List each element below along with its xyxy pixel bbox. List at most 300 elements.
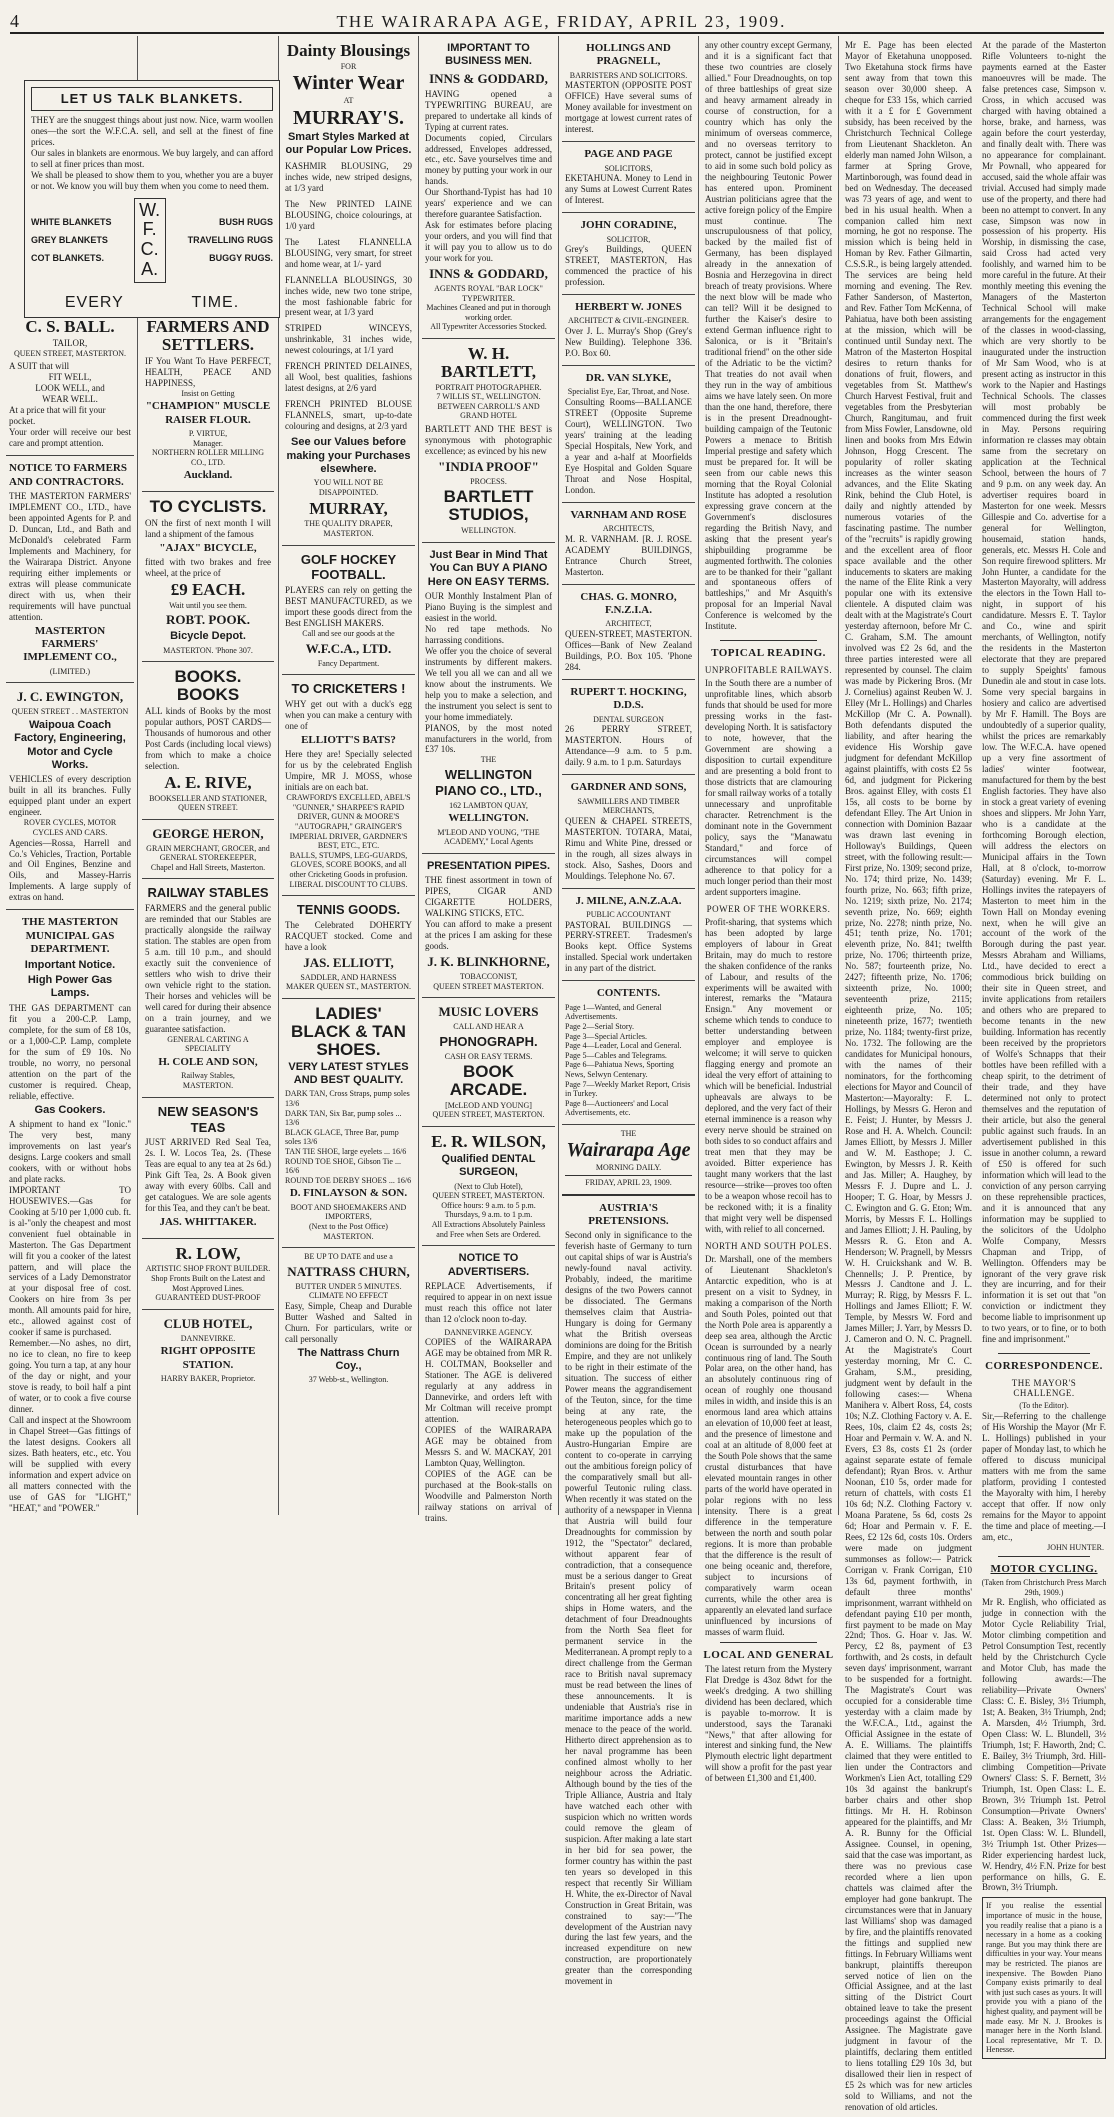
column-5 xyxy=(562,36,695,1987)
ewington-street: QUEEN STREET . . MASTERTON xyxy=(11,707,129,717)
inns-agents: AGENTS ROYAL "BAR LOCK" TYPEWRITER. xyxy=(434,284,543,303)
books-heading: BOOKS. BOOKS xyxy=(174,667,242,705)
piano-address: 162 LAMBTON QUAY, xyxy=(449,800,528,810)
bartlett-address: 7 WILLIS ST., WELLINGTON. xyxy=(436,392,541,402)
pipes-ad xyxy=(422,854,555,998)
contents-item: Page 4—Leader, Local and General. xyxy=(565,1041,682,1051)
shoe-item: ROUND TOE SHOE, Gibson Tie ... 16/6 xyxy=(285,1156,401,1176)
card-trade: ARCHITECT & CIVIL-ENGINEER. xyxy=(568,316,689,326)
gas-call: Call and inspect at the Showroom in Chapel Street—Gas fittings of the latest designs. Cookers all sizes. Bath heaters, etc., etc. You will be supplied with every information and expert advice on all matters connected with the use of GAS for "LIGHT," "HEAT," and "POWER." xyxy=(9,1415,131,1513)
motor-heading: MOTOR CYCLING. xyxy=(990,1563,1098,1576)
business-text: HAVING opened a TYPEWRITING BUREAU, are prepared to undertake all kinds of Typing at current rates. xyxy=(425,88,552,132)
settlers-city: Auckland. xyxy=(183,469,233,482)
bartlett-proof: "INDIA PROOF" xyxy=(438,458,539,474)
professional-card xyxy=(562,295,695,366)
card-text: MASTERTON (OPPOSITE POST OFFICE) Have several sums of Money available for investment on mortgage at lowest current rates of interest. xyxy=(565,80,692,135)
shoe-item: TAN TIE SHOE, large eyelets ... 16/6 xyxy=(285,1146,407,1156)
stables-heading: RAILWAY STABLES xyxy=(147,885,269,901)
card-name: GARDNER AND SONS, xyxy=(570,781,687,794)
farmers-company: MASTERTON FARMERS' IMPLEMENT CO., xyxy=(23,624,117,664)
cyclists-model: "AJAX" BICYCLE, xyxy=(159,541,257,554)
dannevirke-heading: DANNEVIRKE AGENCY. xyxy=(444,1327,533,1337)
business-text-2: Documents copied, Circulars addressed, Envelopes addressed, etc., etc. Save yourselves time and money by putting your work in our hands. xyxy=(425,132,552,187)
blankets-ad xyxy=(24,80,280,318)
dainty-sub: Smart Styles Marked at our Popular Low Prices. xyxy=(285,131,412,157)
cricketers-balls: BALLS, STUMPS, LEG-GUARDS, GLOVES, SCORE BOOKS, and all other Cricketing Goods in profusion. xyxy=(289,850,408,880)
card-text: EKETAHUNA. Money to Lend in any Sums at Lowest Current Rates of Interest. xyxy=(565,173,692,206)
blinkhorne-place: QUEEN STREET MASTERTON. xyxy=(433,981,544,991)
card-name: RUPERT T. HOCKING, D.D.S. xyxy=(570,685,687,712)
cricketers-text: WHY get out with a duck's egg when you can make a century with one of xyxy=(285,699,412,732)
tennis-ad xyxy=(282,896,415,999)
murray-trade: THE QUALITY DRAPER, xyxy=(304,519,393,529)
motor-source: (Taken from Christchurch Press March 29th, 1909.) xyxy=(981,1578,1107,1597)
contents-item: Page 6—Pahiatua News, Sporting News, Selwyn Centenary. xyxy=(565,1060,674,1079)
professional-card xyxy=(562,680,695,775)
column-rule xyxy=(698,36,699,1515)
professional-card xyxy=(562,366,695,503)
blinkhorne-name: J. K. BLINKHORNE, xyxy=(427,954,550,970)
shoe-item: DARK TAN, Cross Straps, pump soles 13/6 xyxy=(285,1089,410,1108)
wfca-name: W.F.C.A., LTD. xyxy=(305,640,392,656)
shoe-item: BLACK GLACE, Three Bar, pump soles 13/6 xyxy=(285,1127,399,1147)
elliott-name: JAS. ELLIOTT, xyxy=(303,954,394,970)
tennis-text: The Celebrated DOHERTY RACQUET stocked. Come and have a look xyxy=(285,920,412,953)
gas-remember: Remember.—No ashes, no dirt, no ice to clean, no fire to keep going. You turn a tap, at any hour of the day or night, and your stove is ready, to boil half a pint of water, or to cook a five course dinner. xyxy=(9,1338,131,1415)
dainty-heading: Dainty Blousings xyxy=(286,41,411,60)
gas-sub: High Power Gas Lamps. xyxy=(27,973,113,1000)
professional-card xyxy=(562,585,695,680)
cyclists-price: £9 EACH. xyxy=(170,579,246,599)
wilson-hours: Office hours: 9 a.m. to 5 p.m. Thursdays, 9 a.m. to 1 p.m. xyxy=(441,1200,536,1220)
golf-heading: GOLF HOCKEY FOOTBALL. xyxy=(300,551,397,583)
local-text: The latest return from the Mystery Flat Dredge is 43oz 8dwt for the week's dredging. A two shilling dividend has been declared, which is payable to-morrow. It is understood, says the Taranaki "News," that after allowing for interest and sinking fund, the New Plymouth electric light department will show a profit for the past year of between £1,300 and £1,400. xyxy=(705,1663,832,1784)
bartlett-studios: BARTLETT STUDIOS, xyxy=(443,487,534,525)
bartlett-city: WELLINGTON. xyxy=(461,526,516,536)
advertisers-heading: NOTICE TO ADVERTISERS. xyxy=(447,1252,530,1278)
topical-heading: TOPICAL READING. xyxy=(711,647,826,660)
pook-phone: MASTERTON. 'Phone 307. xyxy=(163,645,253,655)
blousing-item: FRENCH PRINTED BLOUSE FLANNELS, smart, up-to-date colouring and designs, at 2/3 yard xyxy=(285,399,412,432)
leader-text: Second only in significance to the feverish haste of Germany to turn out capital ships of war is Austria's newly-found naval activity. Probably, indeed, the maritime designs of the two Powers cannot be dissociated. The Germans themselves claim that Austria-Hungary is doing for Germany what the British overseas dominions are doing for the British Empire, and they are not unlikely to be right in their estimate of the situation. The success of either Power means the aggrandisement of the Teuton, since, for the time being at any rate, the heterogeneous peoples which go to make up the population of the Austro-Hungarian Empire are content to co-operate in carrying out the ambitious foreign policy of the comparatively small but all-powerful Teutonic ruling class. When recently it was stated on the authority of a newspaper in Vienna that Austria will build four Dreadnoughts for commission by 1912, the "Spectator" declared, without apparent fear of contradiction, that a consequence must be a serious danger to Great Britain's present policy of concentrating all her great fighting ships in Home waters, and the detachment of four Dreadnoughts from the North Sea fleet for permanent service in the Mediterranean. A prompt reply to a direct challenge from the German race to British naval supremacy must be read between the lines of these announcements. It is undeniable that Austria's rise in maritime importance adds a new menace to the peace of the world. Hitherto direct apprehension as to her naval programme has been confined almost wholly to her neighbour across the Adriatic. Although bound by the ties of the Triple Alliance, Austria and Italy have watched each other with suspicion which no written words could remove the gleam of suspicion. After making a late start in her bid for sea power, the former country has within the past ten years so developed in this respect that recently Sir William H. White, the ex-Director of Naval Construction in Great Britain, was constrained to say:—"The development of the Austrian navy during the last few years, and the increased expenditure on new construction, are proportionately greater than the corresponding movement in xyxy=(565,1230,692,1987)
blousing-item: The New PRINTED LAINE BLOUSING, choice colourings, at 1/0 yard xyxy=(285,198,412,231)
arcade-place: QUEEN STREET, MASTERTON. xyxy=(432,1110,545,1120)
card-name: PAGE AND PAGE xyxy=(584,148,673,161)
settlers-sig: P. VIRTUE, xyxy=(188,429,228,438)
cole-name: H. COLE AND SON, xyxy=(158,1056,258,1069)
blankets-footer-every: EVERY xyxy=(64,293,124,311)
column-2 xyxy=(142,312,274,1517)
piano-company: WELLINGTON PIANO CO., LTD., xyxy=(435,767,542,798)
card-trade: BARRISTERS AND SOLICITORS. xyxy=(569,70,688,80)
golf-call: Call and see our goods at the xyxy=(302,629,395,639)
bartlett-between: BETWEEN CARROLL'S AND GRAND HOTEL xyxy=(437,401,540,421)
inns-name: INNS & GODDARD, xyxy=(429,70,548,86)
piano-city: WELLINGTON. xyxy=(448,812,529,825)
ewington-rover: ROVER CYCLES, MOTOR CYCLES AND CARS. xyxy=(23,818,117,837)
correspondence-to: (To the Editor). xyxy=(1019,1401,1069,1411)
ewington-name: J. C. EWINGTON, xyxy=(16,689,124,705)
bartlett-name: W. H. BARTLETT, xyxy=(441,344,536,381)
heron-ad xyxy=(142,820,274,880)
paper-nameplate xyxy=(562,1125,695,1196)
column-8 xyxy=(980,36,1108,2055)
heron-name: GEORGE HERON, xyxy=(152,825,264,841)
local-heading: LOCAL AND GENERAL xyxy=(703,1648,834,1661)
heron-place: Chapel and Hall Streets, Masterton. xyxy=(150,862,266,872)
card-trade: DENTAL SURGEON xyxy=(593,714,664,724)
contents-box xyxy=(562,981,695,1125)
column-rule xyxy=(558,36,559,1515)
nameplate-date: FRIDAY, APRIL 23, 1909. xyxy=(565,1175,692,1188)
shoes-sub: VERY LATEST STYLES AND BEST QUALITY. xyxy=(288,1060,409,1086)
piano-agents: M'LEOD AND YOUNG, "THE ACADEMY," Local Agents xyxy=(437,827,540,847)
bartlett-ad xyxy=(422,339,555,543)
music-heading: MUSIC LOVERS xyxy=(438,1004,539,1020)
rug-item: BUSH RUGS xyxy=(218,217,273,228)
ball-line: Your order will receive our best care and prompt attention. xyxy=(9,427,131,449)
club-text: RIGHT OPPOSITE STATION. xyxy=(160,1345,256,1371)
dainty-blousings-ad xyxy=(282,36,415,546)
club-name: CLUB HOTEL, xyxy=(163,1315,253,1331)
murray-name: MURRAY, xyxy=(309,498,388,518)
pipes-heading: PRESENTATION PIPES. xyxy=(426,859,551,872)
business-text-5: Machines Cleaned and put in thorough working order. xyxy=(426,303,551,322)
copies-text-2: COPIES of the AGE can be purchased at the Book-stalls on Woodville and Palmerston North railway stations on arrival of trains. xyxy=(425,1469,552,1523)
blousing-item: KASHMIR BLOUSING, 29 inches wide, new striped designs, at 1/3 yard xyxy=(285,160,412,193)
nameplate-the: THE xyxy=(620,1128,637,1138)
wilson-trade: Qualified DENTAL SURGEON, xyxy=(441,1152,536,1179)
pipes-text: THE finest assortment in town of PIPES, CIGAR AND CIGARETTE HOLDERS, WALKING STICKS, ETC. xyxy=(425,875,552,919)
card-trade: Specialist Eye, Ear, Throat, and Nose. xyxy=(567,387,690,397)
settlers-heading: FARMERS AND SETTLERS. xyxy=(146,317,270,354)
piano-text: OUR Monthly Instalment Plan of Piano Buying is the simplest and easiest in the world. xyxy=(425,590,552,623)
low-text: Shop Fronts Built on the Latest and Most Approved Lines. xyxy=(151,1273,265,1293)
ball-line: FIT WELL, xyxy=(48,372,92,383)
professional-card xyxy=(562,213,695,295)
professional-card xyxy=(562,775,695,888)
shoes-heading: LADIES' BLACK & TAN SHOES. xyxy=(291,1004,406,1059)
books-ad xyxy=(142,662,274,820)
teas-heading: NEW SEASON'S TEAS xyxy=(157,1103,259,1135)
blankets-heading: LET US TALK BLANKETS. xyxy=(31,87,273,111)
rive-name: A. E. RIVE, xyxy=(164,772,252,792)
blankets-footer-time: TIME. xyxy=(191,293,240,311)
contents-heading: CONTENTS. xyxy=(596,987,661,1000)
business-text-6: All Typewriter Accessories Stocked. xyxy=(430,322,547,332)
pook-depot: Bicycle Depot. xyxy=(170,630,246,643)
card-text: PASTORAL BUILDINGS — PERRY-STREET. Tradesmen's Books kept. Office Systems installed. Special work undertaken in any part of the district. xyxy=(565,919,692,974)
shoes-ad xyxy=(282,999,415,1248)
gas-cookers-heading: Gas Cookers. xyxy=(34,1103,106,1116)
business-text-3: Our Shorthand-Typist has had 10 years' experience and we can therefore guarantee Satisfaction. xyxy=(425,187,552,220)
rug-item: TRAVELLING RUGS xyxy=(187,235,273,246)
local-general-text: Mr E. Page has been elected Mayor of Eketahuna unopposed. Two Eketahuna stock firms have sent away from that town this season over 30,000 sheep. A cheque for £33 15s, which carried with it a £ for £ Government subsidy, has been received by the Christchurch Technical College from Lieutenant Shackleton. An elderly man named John Wilson, a farmer at Spring Grove, Martinborough, was found dead in bed on Wednesday. The deceased was 73 years of age, and went to bed in his usual health. When a companion called him next morning, he got no response. The mission which is being held in Homan by Rev. Father Gilmartin, C.S.S.R., is being largely attended. The services are being held morning and evening. The Rev. Father Sanderson, of Masterton, and Rev. Father Tom McKenna, of Pahiatua, have both been assisting at the mission, which will be continued until Sunday next. The Matron of the Masterton Hospital desires to return thanks for donations of fruit, flowers, and vegetables from St. Matthew's Church Harvest Festival, fruit and vegetables from the Presbyterian Church, Rangitumau, and fruit from Miss Fowler, Lansdowne, old linen and books from Mrs Edwin Johnson, Hogg Crescent. The popularity of roller skating increases as the winter season advances, and the Elite Skating Rink, behind the Club Hotel, is daily and nightly attended by numerous votaries of the fascinating pastime. The number of the "recruits" is rapidly growing and the excellent area of floor space available and the other inducements to skaters are making the name of the Elite Rink a very popular one with its extensive clientele. A disputed claim was dealt with at the Magistrate's Court yesterday afternoon, before Mr C. C. Graham, S.M. The amount involved was £2 2s 6d, and the three parties interested were all represented by counsel. The claim was made by Pickering Bros. (Mr J. Cornelius) against Reuben W. J. Elley (Mr L. Hollings) and Charles McKillop (Mr C. A. Pownall). Both defendants disputed the liability, and after hearing the evidence His Worship gave judgment for defendant McKillop against plaintiffs, with costs £2 5s 6d, and judgment for Pickering Bros. against Elley, with costs £1 15s, all costs to be borne by defendant Elley. The Art Union in connection with Dominion Bazaar was drawn last evening in Holloway's Buildings, Queen street, with the following result:—First prize, No. 1309; second prize, No. 174; third prize, No. 1439; fourth prize, No. 663; fifth prize, No. 1219; sixth prize, No. 2174; seventh prize, No. 669; eighth prize, No. 2278; ninth prize, No. 451; tenth prize, No. 1701; eleventh prize, No. 841; twelfth prize, No. 1706; thirteenth prize, No. 587; fourteenth prize, No. 2427; fifteenth prize, No. 1706; sixteenth prize, No. 1000; seventeenth prize, 2115; eighteenth prize, No. 105; nineteenth prize, 1677; twentieth prize, No. 1184; twenty-first prize, No. 1732. The following are the candidates for Municipal honours, with the names of their nominators, for the forthcoming elections for Mayor and Council of Masterton:—Mayoralty: F. L. Hollings, by Messrs G. Heron and E. Feist; J. Hunter, by Messrs J. Rose and H. A. Whelch. Council: James Elliott, by Messrs J. Miller and W. M. Easthope; J. C. Ewington, by Messrs J. R. Keith and Jas. Miller; A. Haughey, by Messrs F. J. Dupre and L. J. Hooper; T. G. Hoar, by Messrs J. C. Ewington and G. G. Eton; Wm. Morris, by Messrs F. L. Hollings and James Elliott; J. H. Pauling, by Messrs R. G. Eton and A. Henderson; W. Pragnell, by Messrs W. H. Cruickshank and W. B. Chennells; J. P. Prentice, by Messrs J. Candtone and J. L. Murray; R. Rigg, by Messrs F. L. Hollings and James Elliott; F. W. Temple, by Messrs W. Ford and James Miller; J. Yarr, by Messrs D. J. Cameron and O. N. C. Pragnell. At the Magistrate's Court yesterday morning, Mr C. C. Graham, S.M., presiding, judgment went by default in the following cases:— Whena Manihera v. Albert Ross, £4, costs 10s; N.Z. Clothing Factory v. A. E. Rees, 10s, claim £2 4s, costs 2s; Hoar and Permain v. W. A. and N. Evers, £3 8s, costs £1 2s (order against separate estate of female defendant); Ryan Bros. v. Arthur Noonan, £10 5s, order made for return of chattels, with costs £1 10s 6d; N.Z. Clothing Factory v. Moana Paratene, 5s 6d, costs 2s 6d; Hoar and Permain v. F. E. Rees, £2 12s 6d, costs 10s. Orders were made on judgment summonses as follow:— Patrick Corrigan v. Frank Corrigan, £10 13s 6d, payment forthwith, in default three months' imprisonment, warrant withheld on defendant paying £10 per month, first payment to be made on May 22nd; Thos. G. Hoar v. Jas. W. Percy, £2 8s, payment of £3 forthwith, and 2s costs, in default seven days' imprisonment, warrant to be suspended for a fortnight. The Magistrate's Court was occupied for a considerable time yesterday with a claim made by the W.F.C.A., Ltd., against the Official Assignee in the estate of A. E. Williams. The plaintiffs claimed that they were entitled to lien under the Contractors and Workmen's Lien Act, totalling £29 10s 3d against the bankrupt's barber chairs and other shop fittings. Mr H. H. Robinson appeared for the plaintiffs, and Mr A. R. Bunny for the Official Assignee. Counsel, in opening, said that the case was important, as there was no previous case recorded where a lien upon chattels was claimed after the employer had gone bankrupt. The circumstances were that in January last Williams' shop was damaged by fire, and the plaintiffs renovated the fittings and supplied new fittings. In February Williams went bankrupt, plaintiffs thereupon served notice of lien on the Official Assignee, and at the last sitting of the District Court obtained leave to take the present proceedings against the Official Assignee. The Magistrate gave judgment in favour of the plaintiffs, declaring them entitled to liens totalling £29 10s 3d, but disallowed their lien in respect of £5 2s which was for new articles sold to Williams, and not the renovation of old articles. xyxy=(845,40,972,2113)
card-name: DR. VAN SLYKE, xyxy=(585,371,672,384)
advertisers-text: REPLACE Advertisements, if required to appear in on next issue must reach this office not later than 12 o'clock noon to-day. xyxy=(425,1281,552,1324)
card-trade: SAWMILLERS AND TIMBER MERCHANTS, xyxy=(577,796,680,816)
card-trade: ARCHITECTS, xyxy=(602,524,655,534)
ewington-agencies: Agencies—Rossa, Harrell and Co.'s Vehicles, Traction, Portable and Oil Engines, Benzine and Oils, and Massey-Harris Implements. A large supply of extras on hand. xyxy=(9,837,131,903)
bartlett-process: PROCESS. xyxy=(470,476,507,486)
bartlett-trade: PORTRAIT PHOTOGRAPHER. xyxy=(435,382,542,392)
correspondence-sig: JOHN HUNTER. xyxy=(1047,1542,1104,1552)
club-sig: HARRY BAKER, Proprietor. xyxy=(160,1374,256,1384)
column-1 xyxy=(6,312,134,1517)
ewington-tagline: Waipoua Coach Factory, Engineering, Motor and Cycle Works. xyxy=(14,718,126,772)
ball-line: A SUIT that will xyxy=(9,361,70,372)
card-name: JOHN CORADINE, xyxy=(580,219,677,232)
contents-item: Page 5—Cables and Telegrams. xyxy=(565,1050,667,1060)
finlayson-place: (Next to the Post Office) MASTERTON. xyxy=(309,1221,388,1241)
cricketers-heading: TO CRICKETERS ! xyxy=(291,681,406,697)
piano-text-3: We offer you the choice of several instruments by different makers. We tell you all we can and all we know about the instruments. We help you to make a selection, and the instrument you select is sent to your home immediately. xyxy=(425,645,552,722)
churn-ad xyxy=(282,1248,415,1391)
professional-card xyxy=(562,142,695,213)
farmers-settlers-ad xyxy=(142,312,274,492)
card-text: Consulting Rooms—BALLANCE STREET (Opposite Supreme Court), WELLINGTON. Two years' training at the leading Special Hospitals, New York, and a year and a-half at Moorfields Eye Hospital and Golden Square Throat and Nose Hospital, London. xyxy=(565,396,692,495)
ewington-ad xyxy=(6,683,134,910)
whittaker-name: JAS. WHITTAKER. xyxy=(159,1216,257,1229)
blousing-item: STRIPED WINCEYS, unshrinkable, 31 inches wide, newest colourings, at 1/1 yard xyxy=(285,323,412,356)
cricketers-text-2: Here they are! Specially selected for us by the celebrated English Umpire, MR J. MOSS, whose initials are on each bat. xyxy=(285,749,412,793)
topical-text: In the South there are a number of unprofitable lines, which absorb funds that should be used for more pressing works in the fast-developing North. It is satisfactory to note, however, that the Government are showing a disposition to curtail expenditure and are presenting a bold front to those districts that are clamouring for small railway works of a totally unnecessary and unprofitable character. Retrenchment is the dominant note in the Government policy, says the "Manawatu Standard," and force of circumstances will compel adherence to that policy for a much longer period than their most ardent supporters imagine. xyxy=(705,678,832,897)
blanket-item: GREY BLANKETS xyxy=(31,235,108,246)
stables-carting: GENERAL CARTING A SPECIALITY xyxy=(167,1034,249,1054)
churn-address: 37 Webb-st., Wellington. xyxy=(308,1375,389,1385)
piano-ad xyxy=(422,543,555,854)
music-product: PHONOGRAPH. xyxy=(439,1033,538,1049)
advertisers-notice xyxy=(422,1246,555,1530)
business-ad xyxy=(422,36,555,339)
cricketers-ad xyxy=(282,675,415,896)
arcade-sub: [McLEOD AND YOUNG] xyxy=(445,1100,532,1110)
business-heading: IMPORTANT TO BUSINESS MEN. xyxy=(445,42,532,68)
blanket-item: COT BLANKETS. xyxy=(31,253,104,264)
cricketers-product: ELLIOTT'S BATS? xyxy=(301,734,396,746)
correspondence-sub: THE MAYOR'S CHALLENGE. xyxy=(1011,1378,1077,1399)
ball-trade: TAILOR, xyxy=(52,337,88,348)
teas-text: JUST ARRIVED Red Seal Tea, 2s. I. W. Locos Tea, 2s. (These Teas are equal to any tea at 2s 6d.) Pink Gift Tea, 2s. A Book given away with every 60lbs. Call and get catalogues. We are sole agents for this Tea, and they can't be beat. xyxy=(145,1137,271,1214)
ball-line: At a price that will fit your pocket. xyxy=(9,405,106,427)
settlers-company: NORTHERN ROLLER MILLING CO., LTD. xyxy=(152,448,264,467)
piano-boxed-notice: If you realise the essential importance of music in the house, you readily realise that a piano is a necessary in a home as a cooking range. But you may think there are difficulties in your way. Your means may be restricted. The pianos are inexpensive. The Bowden Piano Company exists primarily to deal with just such cases as yours. It will provide you with a piano of the highest quality, and payment will be made easy. Mr N. J. Brookes is manager here in the North Island. Local representative, Mr T. D. Henesse. xyxy=(982,1897,1106,2059)
arcade-name: BOOK ARCADE. xyxy=(449,1062,528,1099)
blanket-item: WHITE BLANKETS xyxy=(31,217,112,228)
correspondence-heading: CORRESPONDENCE. xyxy=(985,1360,1103,1373)
rug-item: BUGGY RUGS. xyxy=(209,253,273,264)
pipes-text-2: You can afford to make a present at the prices I am asking for these goods. xyxy=(425,919,552,952)
correspondence-text: Sir,—Referring to the challenge of His Worship the Mayor (Mr F. L. Hollings) published in your paper of Monday last, to which he offered to discuss municipal matters with me from the same platform, providing I contested the Mayoralty with him, I hereby accept that offer. If now only remains for the Mayor to appoint the time and place of meeting.—I am, etc., xyxy=(982,1410,1106,1542)
elliott-trade: SADDLER, AND HARNESS MAKER QUEEN ST., MASTERTON. xyxy=(285,972,411,992)
farmers-notice-ad xyxy=(6,456,134,683)
cyclists-ad xyxy=(142,492,274,662)
blousing-item: The Latest FLANNELLA BLOUSING, very smart, for street and home wear, at 1/- yard xyxy=(285,236,412,269)
rive-trade: BOOKSELLER AND STATIONER, xyxy=(149,793,267,803)
card-text: Grey's Buildings, QUEEN STREET, MASTERTON, Has commenced the practice of his profession. xyxy=(565,244,692,288)
dainty-disappointed: YOU WILL NOT BE DISAPPOINTED. xyxy=(313,478,384,497)
column-7 xyxy=(842,36,975,2113)
wilson-next: (Next to Club Hotel), xyxy=(454,1181,523,1191)
teas-ad xyxy=(142,1098,274,1239)
blankets-intro: THEY are the snuggest things about just now. Nice, warm woollen ones—the sort the W.F.C.A. sell, and sell at the finest of fine prices. xyxy=(31,114,273,147)
contents-item: Page 8—Auctioneers' and Local Advertisements, etc. xyxy=(565,1098,669,1118)
topical-sub: UNPROFITABLE RAILWAYS. xyxy=(704,665,833,676)
cole-sub: Railway Stables, xyxy=(181,1071,235,1081)
column-6 xyxy=(702,36,835,1784)
music-cash: CASH OR EASY TERMS. xyxy=(444,1051,533,1061)
card-name: VARNHAM AND ROSE xyxy=(570,508,687,521)
column-rule xyxy=(838,36,839,1515)
contents-item: Page 7—Weekly Market Report, Crisis in Turkey. xyxy=(565,1079,691,1099)
masthead-title: THE WAIRARAPA AGE, FRIDAY, APRIL 23, 1909. xyxy=(336,12,787,31)
topical-text-2: Profit-sharing, that systems which has been adopted by large employers of labour in Great Britain, may do much to restore the shaken confidence of the ranks of Labour, and results of the experiments will be awaited with interest, remarks the "Mataura Ensign." Any movement or scheme which tends to conduce to better understanding between employer and employee is welcome; it will serve to quicken flagging energy and promote an ideal the very effort of attaining to which will be beneficial. Industrial upheavals are always to be deplored, and the very fact of their eternal imminence is a reason why every nerve should be strained on both sides to so conduct affairs and treat men that they may be avoided. Bitter experience has taught many workers that the last resource—strike—proves too often to be a weapon whose recoil has to be reckoned with; it is a finality that might very well be dispensed with, with relief to all concerned. xyxy=(705,916,832,1234)
leader-heading: AUSTRIA'S PRETENSIONS. xyxy=(588,1201,669,1228)
blankets-line-3: We shall be pleased to show them to you, whether you are a buyer or not. We know you will buy them when you come to need them. xyxy=(31,169,273,191)
piano-pianos: PIANOS, by the most noted manufacturers in the world, from £37 10s. xyxy=(425,722,552,755)
gas-cookers-text: A shipment to hand ex "Ionic." The very best, many improvements on last year's designs. Large cookers and small cookers, with or without hobs and plate racks. xyxy=(9,1118,131,1184)
churn-text-2: Easy, Simple, Cheap and Durable Butter Washed and Salted in Churn. For particulars, write or call personally xyxy=(285,1300,412,1344)
stables-text: FARMERS and the general public are reminded that our Stables are practically alongside the railway station. The stables are open from 5 a.m. till 10 p.m., and should exactly suit the convenience of settlers who wish to drive their own vehicle right to the station. Their horses and vehicles will be well cared for during their absence on a train journey, and we guarantee satisfaction. xyxy=(145,903,271,1034)
card-text: Over J. L. Murray's Shop (Grey's New Building). Telephone 336. P.O. Box 60. xyxy=(565,326,692,358)
dainty-at: AT xyxy=(343,96,354,106)
blinkhorne-trade: TOBACCONIST, xyxy=(459,972,518,981)
card-name: HOLLINGS AND PRAGNELL, xyxy=(586,42,671,68)
gas-text: THE GAS DEPARTMENT can fit you a 200-C.P. Lamp, complete, for the sum of £8 10s, or a 1,000-C.P. Lamp, complete for the sum of £9 10s. No trouble, no worry, no personal attention on the part of the customer is required. Cheap, reliable, effective. xyxy=(9,1002,131,1101)
blousing-item: FLANNELLA BLOUSINGS, 30 inches wide, new two tone stripe, the most fashionable fabric for present wear, at 1/3 yard xyxy=(285,274,412,318)
settlers-insist: Insist on Getting xyxy=(181,388,235,398)
local-general-text-2: At the parade of the Masterton Rifle Volunteers to-night the payments earned at the Easter manoeuvres will be made. The false pretences case, Simpson v. Cross, in which accused was charged with having obtained a horse, brake, and harness, was again before the court yesterday, and finally dealt with. There was no appearance for complainant. Mr Pownall, who appeared for accused, said the whole affair was trivial. Accused had simply made use of the property, and there had been no attempt to convert. In any case, Simpson was now in possession of his property. His Worship, in dismissing the case, said Cross had acted very foolishly, and warned him to be more careful in the future. At their monthly meeting this evening the Managers of the Masterton Technical School will make arrangements for the engagement of the classes in wood-classing, which are very shortly to be inaugurated under the instruction of Mr Sam Wood, who is at present acting as instructor in this work to the Napier and Hastings Technical Schools. The classes will most probably be commenced during the first week in May. Persons requiring information re classes may obtain same from the secretary on application at the Technical School, between the hours of 7 and 9 p.m. on any week day. An advertiser requires board in Masterton for one week. Messrs Gillespie and Co. advertise for a general for Wellington, housemaid, station hands, generals, etc. Messrs H. Cole and Son require firewood splitters. Mr John Hunter, a candidate for the Masterton Mayoralty, will address the electors in the Town Hall to-night, in support of his candidature. Messrs E. T. Taylor and Co., wine and spirit merchants, of Wellington, notify the residents in the Masterton electorate that they are prepared to supply Speights' famous Dunedin ale and stout in case lots. Some very special bargains in hosiery and calico are advertised by Mr F. Hamill. The Boys are undoubtedly of a superior quality, whilst the prices are remarkably low. The W.F.C.A. have opened up a very fine assortment of ladies' winter footwear, manufactured for them by the best English factories. They have also in stock a great variety of evening shoes and slippers. Mr John Yarr, who is a candidate at the forthcoming Borough election, will address the electors on Municipal affairs in the Town Hall, at 8 o'clock, to-morrow (Saturday) evening. Mr F. L. Hollings invites the ratepayers of Masterton to meet him in the Town Hall on Monday evening next, when he will give an account of the work of the Borough during the past year. Messrs Abraham and Williams, Ltd., have decided to erect a commodious brick building on their site in Queen street, and invite applications from retailers and others who are prepared to become tenants in the new building. Information has recently been received by the proprietors of Wolfe's Schnapps that their bottles have been refilled with a cheap spirit, to the detriment of their trade, and they have determined not only to protect themselves and the reputation of their article, but also the general public against such frauds. In an advertisement published in this issue in another column, a reward of £50 is offered for such information which will lead to the conviction of any person carrying on these reprehensible practices, and it is announced that any information may be supplied to the solicitors of the Udolpho Wolfe Company, Messrs Chapman and Tripp, of Wellington. Offenders may be ignorant of the very grave risk they are incurring, and for their information it is set out that "on conviction or indictment they become liable to imprisonment up to two years, or to fine, or to both fine and imprisonment." xyxy=(982,40,1106,1345)
motor-text: Mr R. English, who officiated as judge in connection with the Motor Cycle Reliability Trial, Motor climbing competition and Petrol Consumption Test, recently held by the Christchurch Cycle and Motor Club, has made the following awards:—The reliability—Private Owners' Class: C. E. Bisley, 3½ Triumph, 1st; A. Beaken, 3½ Triumph, 2nd; A. Marsden, 4½ Triumph, 3rd. Open Class: W. L. Blundell, 3½ Triumph, 1st; F. Haworth, 2nd; C. E. Bailey, 3½ Triumph, 3rd. Hill-climbing Competition—Private Owners' Class: S. F. Bernett, 3½ Triumph, 1st. Open Class: L. E. Brown, 3½ Triumph 1st. Petrol Consumption—Private Owners' Class: A. Beaken, 3½ Triumph, 1st. Open Class: W. L. Blundell, 3½ Triumph 1st. Other Prizes—Rider experiencing hardest luck, W. Hendry, 4½ F.N. Prize for best performance on hills, G. E. Brown, 3½ Triumph. xyxy=(982,1597,1106,1893)
column-4 xyxy=(422,36,555,1523)
professional-card xyxy=(562,36,695,142)
leader-continuation: any other country except Germany, and it is a significant fact that these two countries are closely allied." Four Dreadnoughts, on top of three battleships of great size and heavy armament already in course of construction, for a country which has only the minimum of overseas commerce, and no overseas territory to protect, cannot be justified except to aid in some such bold policy as the neighbouring Teutonic Power has entered upon. Prominent Austrian politicians agree that the active foreign policy of the Empire must continue. The unscrupulousness of that policy, backed by the mailed fist of Germany, has been displayed already in the annexation of Bosnia and Herzegovina in direct breach of treaty provisions. Where the next blow will be made who can tell? Will it be designed to further the Kaiser's desire to extend German influence right to Salonica, or is it "Britain's traditional friend" on the other side of the Adriatic to be the victim? That treaties do not avail when they run in the way of ambitious aims we have lately seen. On more than the one hand, therefore, there is in the present Dreadnought-building campaign of the Teutonic Powers a menace to British Imperial prestige and safety which must be prepared for. It will be seen from our cable news this morning that the Royal Colonial Institute has adopted a resolution expressing grave concern at the Government's disclosures regarding the British Navy, and asking that the present year's shipbuilding programme be augmented forthwith. The colonies are to be thanked for their "gallant and spontaneous offers of battleships," and Mr Asquith's proposal for an Imperial Naval Conference is welcomed by the Institute. xyxy=(705,40,832,632)
inns-name-2: INNS & GODDARD, xyxy=(429,266,548,282)
wilson-name: E. R. WILSON, xyxy=(431,1131,546,1151)
settlers-product: "CHAMPION" MUSCLE RAISER FLOUR. xyxy=(145,400,271,426)
wilson-text: All Extractions Absolutely Painless and Free when Sets are Ordered. xyxy=(431,1220,546,1239)
column-rule xyxy=(418,36,419,1515)
golf-text: PLAYERS can rely on getting the BEST MANUFACTURED, as we import these goods direct from the Best ENGLISH MAKERS. xyxy=(285,585,412,629)
card-text: M. R. VARNHAM. [R. J. ROSE. ACADEMY BUILDINGS, Entrance Church Street, Masterton. xyxy=(565,533,692,577)
low-trade: ARTISTIC SHOP FRONT BUILDER. xyxy=(145,1264,271,1274)
gas-notice: Important Notice. xyxy=(24,958,116,971)
bartlett-text: BARTLETT AND THE BEST is synonymous with photographic excellence; as evinced by his new xyxy=(425,424,552,456)
piano-heading: Just Bear in Mind That You Can BUY A PIANO Here ON EASY TERMS. xyxy=(427,548,550,588)
cyclists-text: ON the first of next month I will land a shipment of the famous xyxy=(145,517,271,539)
wilson-ad xyxy=(422,1127,555,1246)
books-text: ALL kinds of Books by the most popular authors, POST CARDS—Thousands of humorous and other Post Cards (including local views) from which to make a choice selection. xyxy=(145,705,271,771)
contents-item: Page 1—Wanted, and General Advertisements. xyxy=(565,1002,662,1022)
shoe-item: ROUND TOE DERBY SHOES ... 16/6 xyxy=(285,1175,412,1185)
cyclists-text-2: fitted with two brakes and free wheel, at the price of xyxy=(145,556,271,578)
churn-text: BE UP TO DATE and use a xyxy=(304,1252,393,1262)
churn-sub: BUTTER UNDER 5 MINUTES. xyxy=(295,1281,402,1291)
cyclists-heading: TO CYCLISTS. xyxy=(149,496,267,516)
music-ad xyxy=(422,998,555,1127)
blankets-line-2: Our sales in blankets are enormous. We buy largely, and can afford to sell at finer prices than most. xyxy=(31,147,273,169)
card-text: 26 PERRY STREET, MASTERTON. Hours of Attendance—9 a.m. to 5 p.m. daily. 9 a.m. to 1 p.m. Saturdays xyxy=(565,724,692,768)
low-guarantee: GUARANTEED DUST-PROOF xyxy=(155,1293,261,1303)
murray-place: MASTERTON. xyxy=(323,529,374,538)
pook-name: ROBT. POOK. xyxy=(166,612,250,628)
card-name: CHAS. G. MONRO, F.N.Z.I.A. xyxy=(580,590,677,616)
tennis-heading: TENNIS GOODS. xyxy=(296,902,401,918)
heron-text: GRAIN MERCHANT, GROCER, and GENERAL STOREKEEPER, xyxy=(146,843,270,863)
ewington-text: VEHICLES of every description built in all its branches. Fully equipped plant under an expert engineer. xyxy=(9,774,131,818)
card-name: J. MILNE, A.N.Z.A.A. xyxy=(575,894,682,907)
ball-name: C. S. BALL. xyxy=(25,317,115,336)
dainty-see: See our Values before making your Purchases elsewhere. xyxy=(286,436,411,475)
club-hotel-ad xyxy=(142,1310,274,1390)
farmers-notice-heading: NOTICE TO FARMERS AND CONTRACTORS. xyxy=(9,462,127,488)
contents-item: Page 2—Serial Story. xyxy=(565,1021,635,1031)
stables-ad xyxy=(142,879,274,1097)
copies-text: COPIES of the WAIRARAPA AGE may be obtained from Messrs S. and W. MACKAY, 201 Lambton Quay, Wellington. xyxy=(425,1425,552,1469)
card-trade: SOLICITORS, xyxy=(604,163,653,173)
card-text: QUEEN & CHAPEL STREETS, MASTERTON. TOTARA, Matai, Rimu and White Pine, dressed or in the rough, all sizes always in stock. Also, Sashes, Doors and Mouldings. Telephone No. 67. xyxy=(565,815,692,881)
professional-card xyxy=(562,503,695,585)
farmers-limited: (LIMITED.) xyxy=(49,666,91,676)
nameplate-daily: MORNING DAILY. xyxy=(595,1163,662,1173)
ball-line: WEAR WELL. xyxy=(42,394,98,405)
topical-sub-2: POWER OF THE WORKERS. xyxy=(706,903,831,914)
farmers-notice-text: THE MASTERTON FARMERS' IMPLEMENT CO., LTD., have been appointed Agents for P. and D. Duncan, Ltd., and Bath and McDonald's celebrated Farm Implements and Machinery, for the Wairarapa District. Anyone requiring either implements or extras will please communicate direct with us, when their requirements will have punctual attention. xyxy=(9,490,131,622)
card-trade: PUBLIC ACCOUNTANT xyxy=(586,909,671,919)
cricketers-list: CRAWFORD'S EXCELLED, ABEL'S "GUNNER," SHARPEE'S RAPID DRIVER, GUNN & MOORE'S "AUTOGRAPH," GRAINGER'S IMPERIAL DRIVER, GARDNER'S BEST, ETC., ETC. xyxy=(286,793,411,851)
cyclists-wait: Wait until you see them. xyxy=(169,600,247,610)
gas-important: IMPORTANT TO HOUSEWIVES.—Gas for Cooking at 5/10 per 1,000 cub. ft. is al-"only the cheapest and most convenient fuel obtainable in Masterton. The Gas Department will fit you a cooker of the latest pattern, and will place the services of a Lady Demonstrator at your disposal free of cost. Cookers on hire from 3s per month. All amounts paid for hire, etc., allowed against cost of cooker if same is purchased. xyxy=(9,1184,131,1338)
churn-name: NATTRASS CHURN, xyxy=(287,1263,410,1279)
topical-sub-3: NORTH AND SOUTH POLES. xyxy=(705,1240,832,1251)
card-text: QUEEN-STREET, MASTERTON. Offices—Bank of New Zealand Buildings, P.O. Box 105. 'Phone 284. xyxy=(565,628,692,672)
golf-ad xyxy=(282,546,415,676)
ball-tailor-ad xyxy=(6,312,134,456)
cricketers-discount: LIBERAL DISCOUNT TO CLUBS. xyxy=(289,879,408,889)
dainty-shop: MURRAY'S. xyxy=(293,107,404,130)
card-trade: ARCHITECT, xyxy=(605,619,652,629)
business-text-4: Ask for estimates before placing your orders, and you will find that it will pay you to allow us to do your work for you. xyxy=(425,220,552,264)
ball-place: QUEEN STREET, MASTERTON. xyxy=(13,348,127,358)
cole-place: MASTERTON. xyxy=(182,1081,234,1091)
card-trade: SOLICITOR, xyxy=(606,234,651,244)
topical-text-3: Dr. Marshall, one of the members of Lieutenant Shackleton's Antarctic expedition, who is at present on a visit to Sydney, in making a comparison of the North and South Poles, pointed out that the North Pole area is apparently a deep sea area, although the Arctic Ocean is surrounded by a nearly continuous ring of land. The South Polar area, on the other hand, has an absolutely continuous ring of ocean of roughly one thousand miles in width, and inside this is an enormous land area which attains an elevation of 10,000 feet at least, and the presence of limestone and coal at an altitude of 8,000 feet at the South Pole shows that the same crustal disturbances that have elevated mountain ranges in other parts of the world have operated in polar regions with no less intensity. There is a great difference in the temperature between the north and south polar regions. It is more than probable that the difference is the result of one being oceanic and, therefore, subject to incursions of comparatively warm ocean currents, while the other area is apparently an elevated land surface uninfluenced by incursions of masses of warm fluid. xyxy=(705,1253,832,1637)
finlayson-name: D. FINLAYSON & SON. xyxy=(289,1187,408,1200)
piano-text-2: No red tape methods. No harrassing conditions. xyxy=(425,623,552,645)
dainty-for: FOR xyxy=(340,61,357,71)
blousing-item: FRENCH PRINTED DELAINES, all Wool, best qualities, fashions latest designs, at 2/6 yard xyxy=(285,361,412,394)
wilson-city: QUEEN STREET, MASTERTON. xyxy=(432,1191,545,1201)
settlers-sig-title: Manager. xyxy=(193,438,223,448)
churn-climate: CLIMATE NO EFFECT xyxy=(308,1291,389,1301)
dannevirke-text: COPIES of the WAIRARAPA AGE may be obtained from MR R. H. COLTMAN, Bookseller and Stationer. The AGE is delivered regularly at any address in Dannevirke, and orders left with Mr Coltman will receive prompt attention. xyxy=(425,1337,552,1425)
ball-line: LOOK WELL, and xyxy=(35,383,105,394)
shoe-item: DARK TAN, Six Bar, pump soles ... 13/6 xyxy=(285,1108,402,1128)
page-number: 4 xyxy=(10,11,19,31)
professional-card xyxy=(562,889,695,982)
gas-heading: THE MASTERTON MUNICIPAL GAS DEPARTMENT. xyxy=(21,916,119,956)
wfca-trade: Fancy Department. xyxy=(317,658,380,668)
gas-department-ad xyxy=(6,910,134,1519)
nameplate-name: Wairarapa Age xyxy=(566,1139,691,1162)
low-ad xyxy=(142,1239,274,1310)
music-text: CALL AND HEAR A xyxy=(453,1022,524,1032)
settlers-text: IF You Want To Have PERFECT, HEALTH, PEACE AND HAPPINESS, xyxy=(145,355,271,388)
low-name: R. LOW, xyxy=(175,1243,241,1263)
card-name: HERBERT W. JONES xyxy=(575,301,682,314)
club-place: DANNEVIRKE. xyxy=(180,1333,236,1343)
rive-street: QUEEN STREET. xyxy=(178,803,238,813)
